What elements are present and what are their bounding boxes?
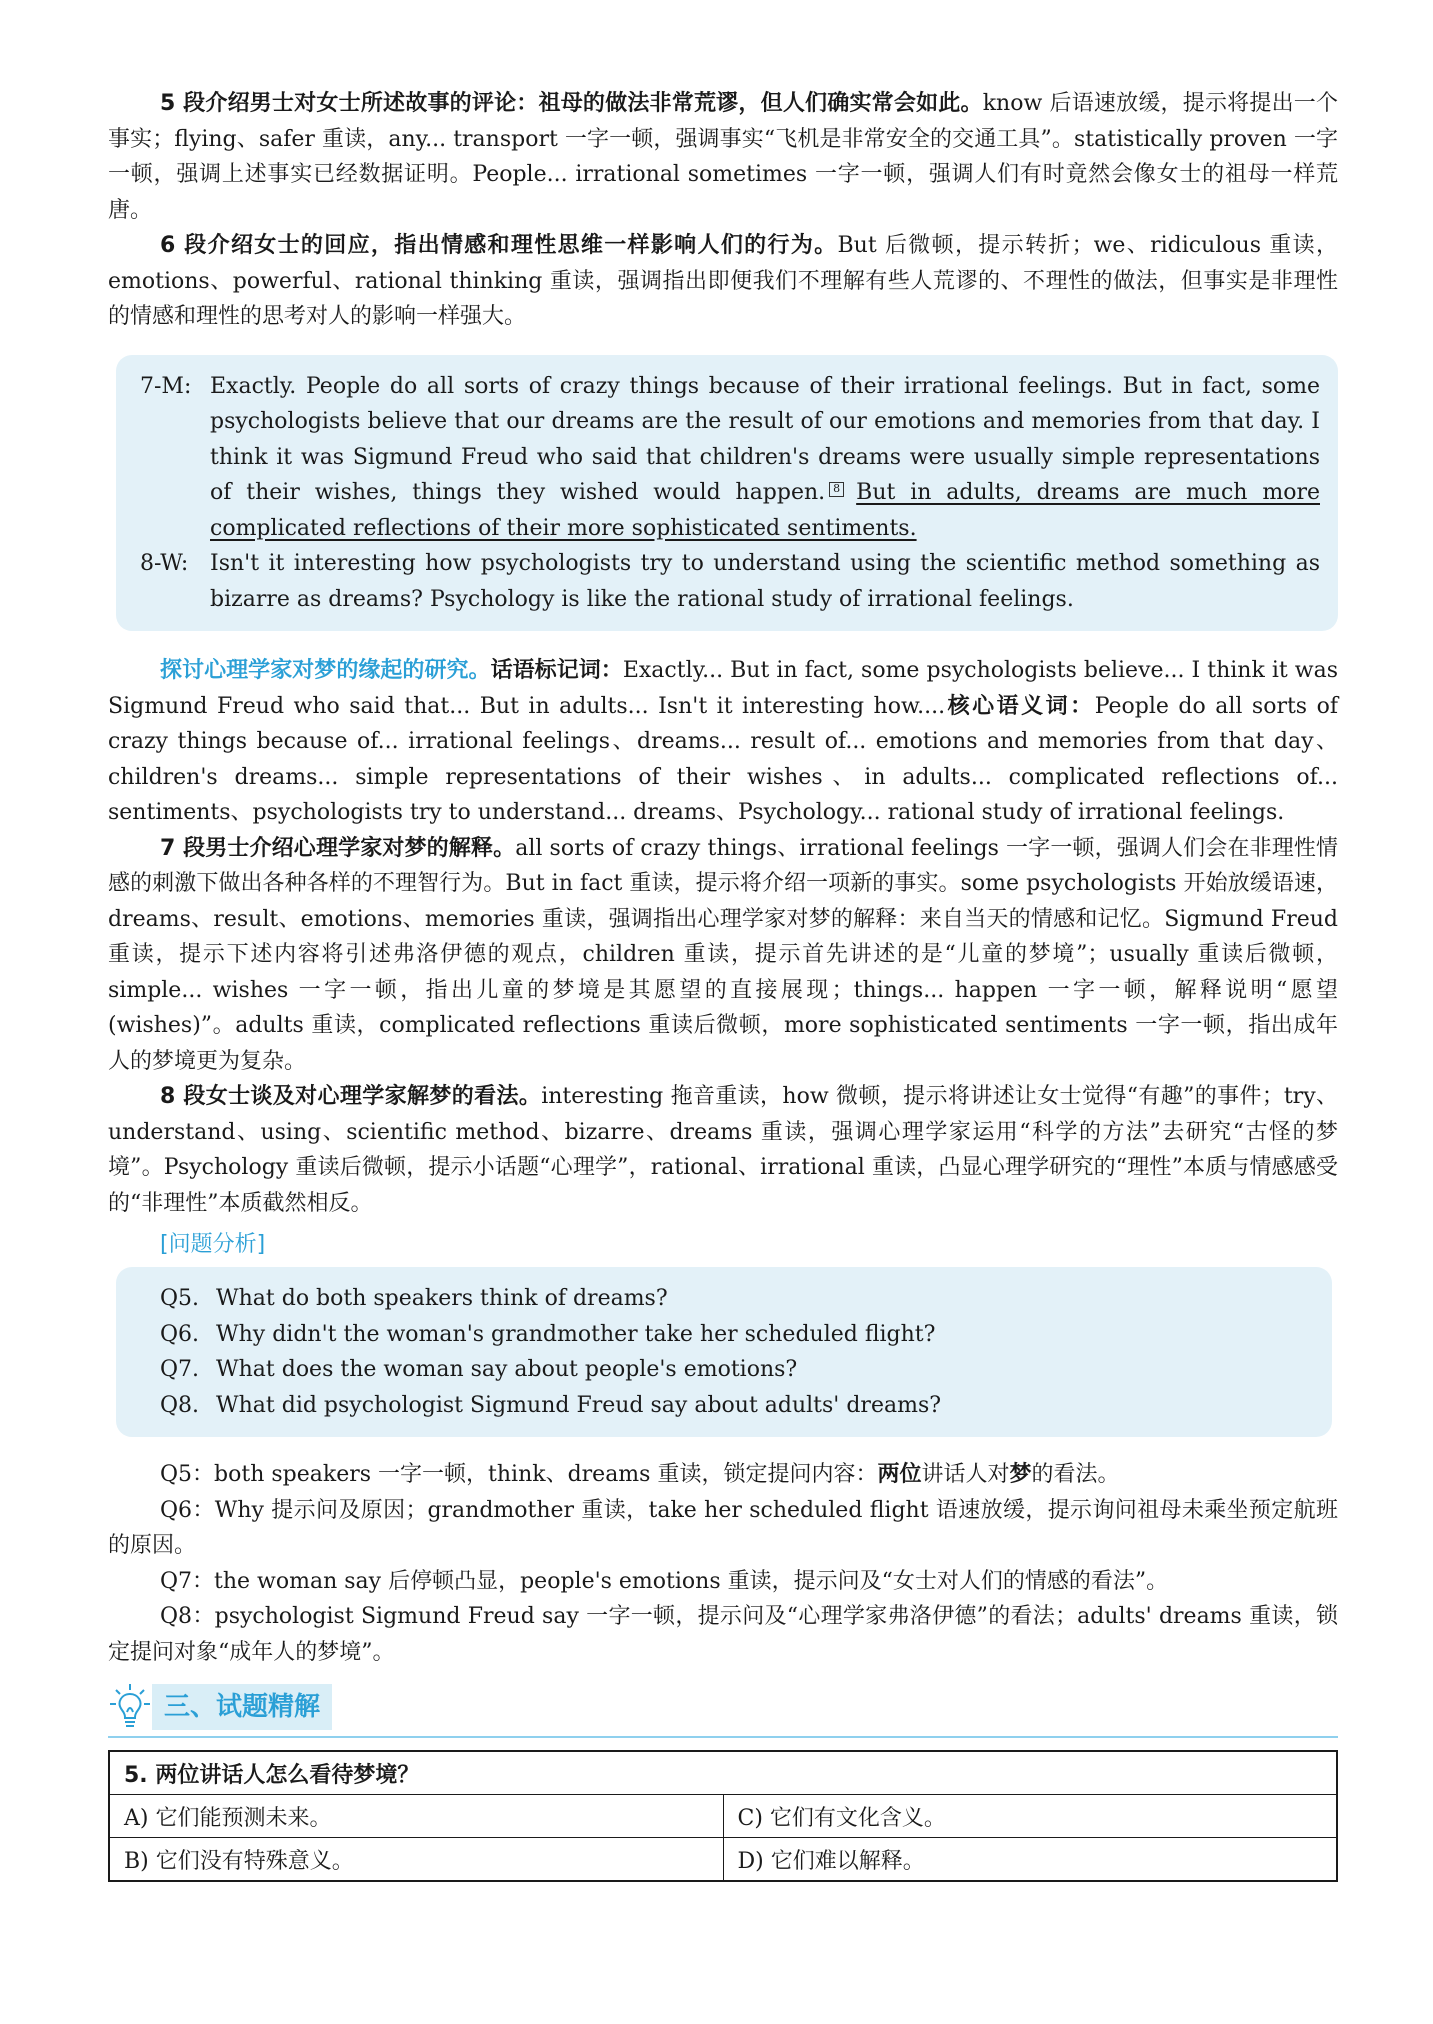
paragraph-5-body: know 后语速放缓，提示将提出一个事实；flying、safer 重读，any... transport 一字一顿，强调事实“飞机是非常安全的交通工具”。statistically proven 一字一顿，强调上述事实已经数据证明。People... irrational sometimes 一字一顿，强调人们有时竟然会像女士的祖母一样荒唐。 [108, 91, 1338, 223]
choice-b[interactable]: B) 它们没有特殊意义。 [109, 1838, 723, 1882]
q5-analysis [108, 1457, 1338, 1493]
marker-words: Exactly... But in fact, some psychologists believe... I think it was Sigmund Freud who said that... But in adults... Isn't it interesting how.... [108, 658, 1338, 719]
dialogue-box [116, 355, 1338, 632]
paragraph-6-body: But 后微顿，提示转折；we、ridiculous 重读，emotions、powerful、rational thinking 重读，强调指出即便我们不理解有些人荒谬的、不理性的做法，但事实是非理性的情感和理性的思考对人的影响一样强大。 [108, 233, 1338, 329]
lightbulb-icon [108, 1682, 152, 1732]
question-item [160, 1388, 1312, 1424]
utterance-text: Isn't it interesting how psychologists try to understand using the scientific method something as bizarre as dreams? Psychology is like the rational study of irrational feelings. [210, 551, 1320, 612]
underlined-answer: But in adults, dreams are much more complicated reflections of their more sophisticated sentiments. [210, 480, 1320, 541]
topic-title: 探讨心理学家对梦的缘起的研究。 [160, 658, 491, 683]
paragraph-6-analysis [108, 228, 1338, 335]
q5-post: 的看法。 [1031, 1462, 1120, 1487]
exercise-table [108, 1750, 1338, 1882]
question-item [160, 1352, 1312, 1388]
q5-mid: 讲话人对 [921, 1462, 1010, 1487]
question-id: Q8. [160, 1392, 200, 1418]
q5-pre: Q5：both speakers 一字一顿，think、dreams 重读，锁定提问内容： [160, 1462, 878, 1487]
paragraph-8-body: interesting 拖音重读，how 微顿，提示将讲述让女士觉得“有趣”的事件；try、understand、using、scientific method、bizarre、dreams 重读，强调心理学家运用“科学的方法”去研究“古怪的梦境”。Psychology 重读后微顿，提示小话题“心理学”，rational、irrational 重读，凸显心理学研究的“理性”本质与情感感受的“非理性”本质截然相反。 [108, 1084, 1339, 1216]
page-content [108, 86, 1338, 1882]
q5-bold-1: 两位 [877, 1462, 922, 1487]
core-label: 核心语义词： [945, 693, 1095, 719]
choice-a[interactable]: A) 它们能预测未来。 [109, 1795, 723, 1838]
q6-analysis: Q6：Why 提示问及原因；grandmother 重读，take her scheduled flight 语速放缓，提示询问祖母未乘坐预定航班的原因。 [108, 1497, 1338, 1558]
paragraph-8-heading: 8 段女士谈及对心理学家解梦的看法。 [160, 1084, 542, 1109]
question-analysis-label: [问题分析] [160, 1232, 266, 1257]
paragraph-7-heading: 7 段男士介绍心理学家对梦的解释。 [160, 835, 516, 861]
choice-c[interactable]: C) 它们有文化含义。 [723, 1795, 1337, 1838]
paragraph-5-analysis [108, 86, 1338, 228]
question-text: What does the woman say about people's emotions? [216, 1357, 798, 1382]
question-id: Q5. [160, 1286, 200, 1311]
paragraph-8-analysis [108, 1079, 1338, 1221]
paragraph-7-analysis [108, 831, 1338, 1080]
questions-box [116, 1267, 1332, 1437]
question-text: What do both speakers think of dreams? [216, 1286, 668, 1311]
table-row [109, 1795, 1337, 1838]
dialogue-line-7 [140, 369, 1320, 547]
section-title: 三、试题精解 [152, 1684, 332, 1730]
question-marker: 8 [829, 482, 844, 497]
question-text: Why didn't the woman's grandmother take her scheduled flight? [216, 1321, 936, 1347]
speaker-label: 8-W: [140, 551, 189, 576]
question-item [160, 1317, 1312, 1353]
q5-bold-2: 梦 [1009, 1462, 1032, 1487]
marker-label: 话语标记词： [490, 658, 623, 683]
section-header [108, 1682, 1338, 1732]
core-words: People do all sorts of crazy things because of... irrational feelings、dreams... result of... emotions and memories from that day、children's dreams... simple representations of their wishes、in adults... complicated reflections of... sentiments、psychologists try to understand... dreams、Psychology... rational study of irrational feelings. [108, 693, 1338, 825]
question-id: Q6. [160, 1321, 200, 1347]
speaker-label: 7-M: [140, 373, 192, 399]
q7-analysis: Q7：the woman say 后停顿凸显，people's emotions 重读，提示问及“女士对人们的情感的看法”。 [160, 1568, 1169, 1594]
question-item [160, 1281, 1312, 1317]
dialogue-line-8 [140, 546, 1320, 617]
table-row [109, 1751, 1337, 1795]
utterance [210, 369, 1320, 547]
paragraph-5-heading: 5 段介绍男士对女士所述故事的评论：祖母的做法非常荒谬，但人们确实常会如此。 [160, 91, 983, 116]
paragraph-6-heading: 6 段介绍女士的回应，指出情感和理性思维一样影响人们的行为。 [160, 233, 838, 258]
paragraph-7-body: all sorts of crazy things、irrational feelings 一字一顿，强调人们会在非理性情感的刺激下做出各种各样的不理智行为。But in fact 重读，提示将介绍一项新的事实。some psychologists 开始放缓语速，dreams、result、emotions、memories 重读，强调指出心理学家对梦的解释：来自当天的情感和记忆。Sigmund Freud 重读，提示下述内容将引述弗洛伊德的观点，children 重读，提示首先讲述的是“儿童的梦境”；usually 重读后微顿，simple... wishes 一字一顿，指出儿童的梦境是其愿望的直接展现；things... happen 一字一顿，解释说明“愿望(wishes)”。adults 重读，complicated reflections 重读后微顿，more sophisticated sentiments 一字一顿，指出成年人的梦境更为复杂。 [108, 835, 1338, 1074]
question-text: What did psychologist Sigmund Freud say about adults' dreams? [216, 1392, 942, 1418]
question-id: Q7. [160, 1357, 200, 1382]
exercise-question: 5. 两位讲话人怎么看待梦境？ [109, 1751, 1337, 1795]
table-row [109, 1838, 1337, 1882]
topic-analysis [108, 653, 1338, 831]
q8-analysis: Q8：psychologist Sigmund Freud say 一字一顿，提示问及“心理学家弗洛伊德”的看法；adults' dreams 重读，锁定提问对象“成年人的梦境”。 [108, 1604, 1338, 1665]
utterance-text: Exactly. People do all sorts of crazy things because of their irrational feelings. But in fact, some psychologists believe that our dreams are the result of our emotions and memories from that day. I think it was Sigmund Freud who said that children's dreams were usually simple representations of their wishes, things they wished would happen. [210, 373, 1320, 505]
section-divider [108, 1736, 1338, 1738]
choice-d[interactable]: D) 它们难以解释。 [723, 1838, 1337, 1882]
